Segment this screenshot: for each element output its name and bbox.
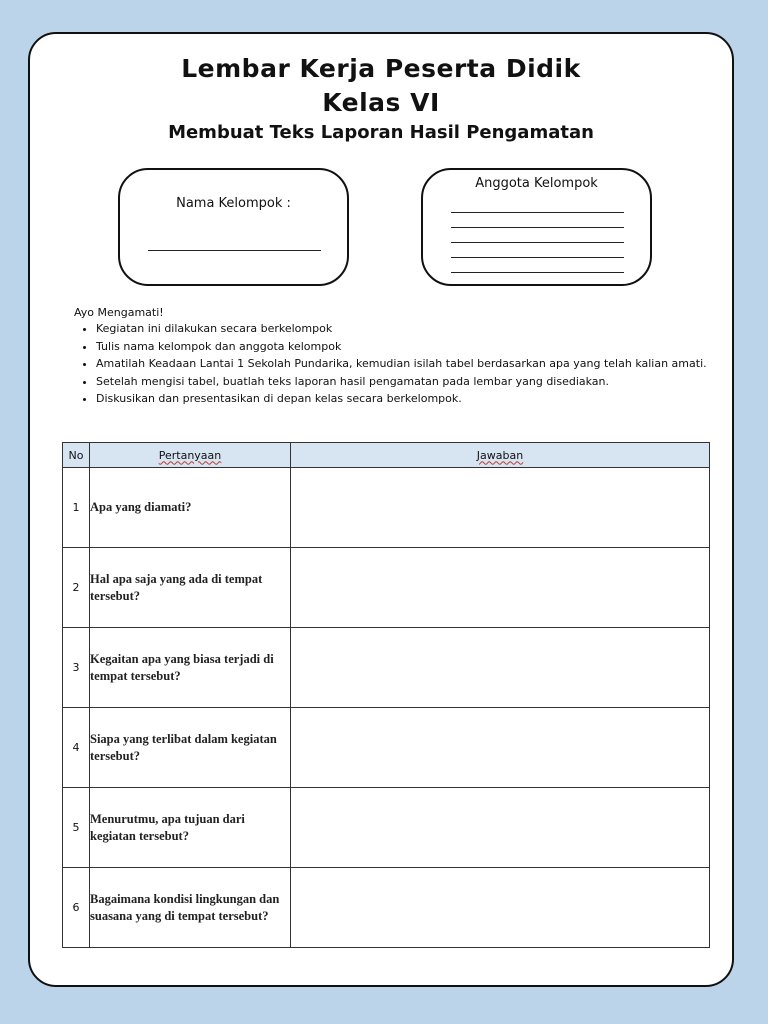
group-name-box bbox=[118, 168, 349, 286]
observation-table bbox=[62, 442, 710, 948]
member-line[interactable] bbox=[451, 257, 624, 258]
row-number: 1 bbox=[63, 468, 90, 548]
member-line[interactable] bbox=[451, 212, 624, 213]
group-members-box bbox=[421, 168, 652, 286]
instruction-item: • Amatilah Keadaan Lantai 1 Sekolah Pundarika, kemudian isilah tabel berdasarkan apa yang telah kalian amati. bbox=[96, 357, 714, 370]
answer-cell[interactable] bbox=[291, 548, 710, 628]
answer-cell[interactable] bbox=[291, 708, 710, 788]
answer-cell[interactable] bbox=[291, 788, 710, 868]
worksheet-page bbox=[28, 32, 734, 987]
table-row bbox=[63, 868, 710, 948]
table-row bbox=[63, 468, 710, 548]
page-title: Lembar Kerja Peserta Didik bbox=[181, 54, 581, 83]
row-question: Menurutmu, apa tujuan dari kegiatan tersebut? bbox=[90, 788, 291, 868]
member-line[interactable] bbox=[451, 272, 624, 273]
page-title-class: Kelas VI bbox=[322, 88, 440, 117]
table-row bbox=[63, 628, 710, 708]
instruction-item: • Diskusikan dan presentasikan di depan kelas secara berkelompok. bbox=[96, 392, 714, 405]
table-row bbox=[63, 708, 710, 788]
instructions-heading: Ayo Mengamati! bbox=[74, 306, 164, 319]
member-line[interactable] bbox=[451, 242, 624, 243]
row-number: 3 bbox=[63, 628, 90, 708]
row-question: Hal apa saja yang ada di tempat tersebut? bbox=[90, 548, 291, 628]
row-number: 2 bbox=[63, 548, 90, 628]
table-header-row bbox=[63, 443, 710, 468]
instructions-list bbox=[74, 322, 714, 405]
group-name-line[interactable] bbox=[148, 250, 321, 251]
answer-cell[interactable] bbox=[291, 868, 710, 948]
row-number: 6 bbox=[63, 868, 90, 948]
row-question: Apa yang diamati? bbox=[90, 468, 291, 548]
instruction-item: • Kegiatan ini dilakukan secara berkelompok bbox=[96, 322, 714, 335]
row-number: 4 bbox=[63, 708, 90, 788]
row-question: Bagaimana kondisi lingkungan dan suasana yang di tempat tersebut? bbox=[90, 868, 291, 948]
header-question: Pertanyaan bbox=[90, 443, 291, 468]
page-subtitle: Membuat Teks Laporan Hasil Pengamatan bbox=[168, 122, 594, 143]
instruction-item: • Setelah mengisi tabel, buatlah teks laporan hasil pengamatan pada lembar yang disediakan. bbox=[96, 375, 714, 388]
table-row bbox=[63, 548, 710, 628]
group-members-label: Anggota Kelompok bbox=[475, 176, 598, 191]
instructions bbox=[74, 306, 714, 410]
row-number: 5 bbox=[63, 788, 90, 868]
member-line[interactable] bbox=[451, 227, 624, 228]
row-question: Siapa yang terlibat dalam kegiatan tersebut? bbox=[90, 708, 291, 788]
row-question: Kegaitan apa yang biasa terjadi di tempat tersebut? bbox=[90, 628, 291, 708]
answer-cell[interactable] bbox=[291, 468, 710, 548]
table-row bbox=[63, 788, 710, 868]
header-no: No bbox=[63, 443, 90, 468]
answer-cell[interactable] bbox=[291, 628, 710, 708]
group-name-label: Nama Kelompok : bbox=[176, 196, 291, 211]
header-answer: Jawaban bbox=[291, 443, 710, 468]
instruction-item: • Tulis nama kelompok dan anggota kelompok bbox=[96, 340, 714, 353]
